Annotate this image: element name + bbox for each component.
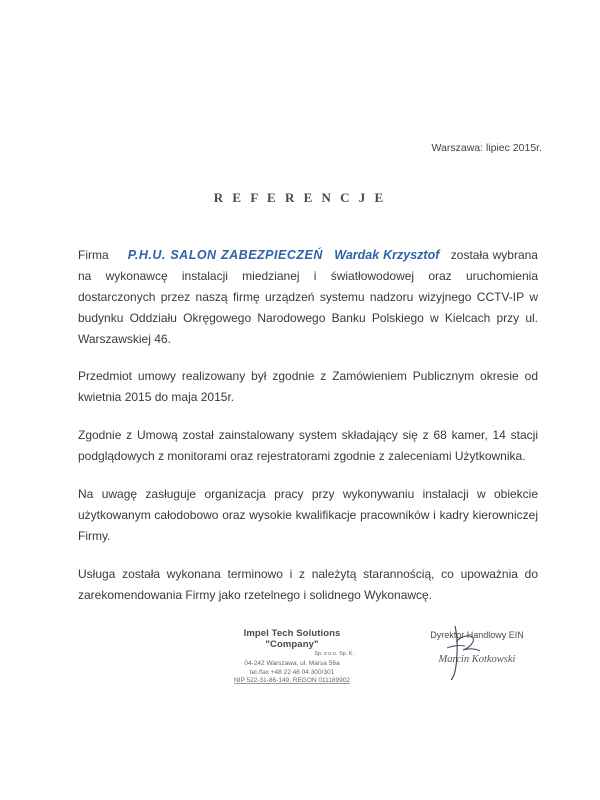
letter-body [78,245,538,623]
date-line: Warszawa: lipiec 2015r. [431,142,542,154]
stamp-legal-form: Sp. z o.o. Sp. K. [314,651,354,657]
signature-block [412,630,542,665]
paragraph-contract: Przedmiot umowy realizowany był zgodnie z Zamówieniem Publicznym okresie od kwietnia 2015 do maja 2015r. [78,369,538,404]
paragraph-firm-rest: została wybrana na wykonawcę instalacji miedzianej i światłowodowej oraz uruchomienia dostarczonych przez naszą firmę urządzeń systemu nadzoru wizyjnego CCTV-IP w budynku Oddziału Okręgowego Narodowego Banku Polskiego w Kielcach przy ul. Warszawskiej 46. [78,248,538,346]
firm-name: P.H.U. SALON ZABEZPIECZEŃ [127,248,323,262]
stamp-company-name: Impel Tech Solutions "Company" [243,628,341,650]
stamp-nip-regon: NIP 522-31-86-149, REGON 011189902 [234,677,350,684]
stamp-address: 04-242 Warszawa, ul. Marsa 56a [244,660,340,667]
signatory-role: Dyrektor Handlowy EIN [430,630,524,640]
firm-owner: Wardak Krzysztof [334,248,440,262]
company-stamp [222,628,362,686]
paragraph-organization: Na uwagę zasługuje organizacja pracy przy wykonywaniu instalacji w obiekcie użytkowanym całodobowo oraz wysokie kwalifikacje pracowników i kadry kierowniczej Firmy. [78,487,538,543]
stamp-phone: tel./fax +48 22 46 04 300/301 [249,668,335,676]
paragraph-firm-selection [78,245,538,350]
paragraph-recommendation: Usługa została wykonana terminowo i z należytą starannością, co upoważnia do zarekomendowania Firmy jako rzetelnego i solidnego Wykonawcę. [78,567,538,602]
signatory-name: Marcin Kotkowski [438,654,516,665]
letter-title: R E F E R E N C J E [213,190,387,205]
firm-prefix: Firma [78,248,109,262]
paragraph-system: Zgodnie z Umową został zainstalowany system składający się z 68 kamer, 14 stacji podglądowych z monitorami oraz rejestratorami zgodnie z zaleceniami Użytkownika. [78,428,538,463]
